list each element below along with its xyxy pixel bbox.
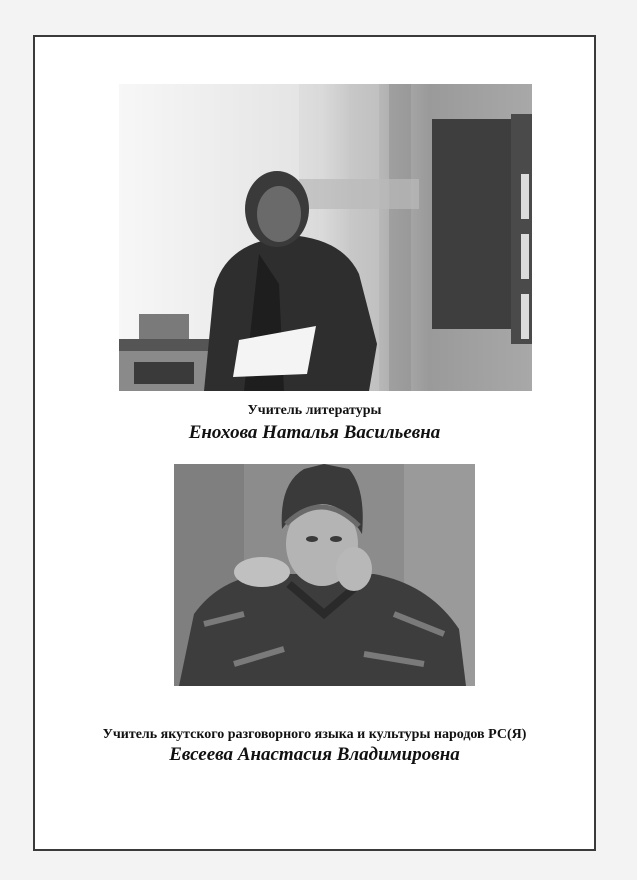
teacher-name-literature: Енохова Наталья Васильевна <box>188 422 441 443</box>
teacher-name-yakut: Евсеева Анастасия Владимировна <box>169 744 460 765</box>
teacher-role-literature: Учитель литературы <box>247 403 382 418</box>
photo-yakut-teacher <box>174 464 475 686</box>
page-frame <box>33 35 596 851</box>
photo-literature-teacher <box>119 84 532 391</box>
teacher-role-yakut: Учитель якутского разговорного языка и культуры народов РС(Я) <box>102 727 527 742</box>
